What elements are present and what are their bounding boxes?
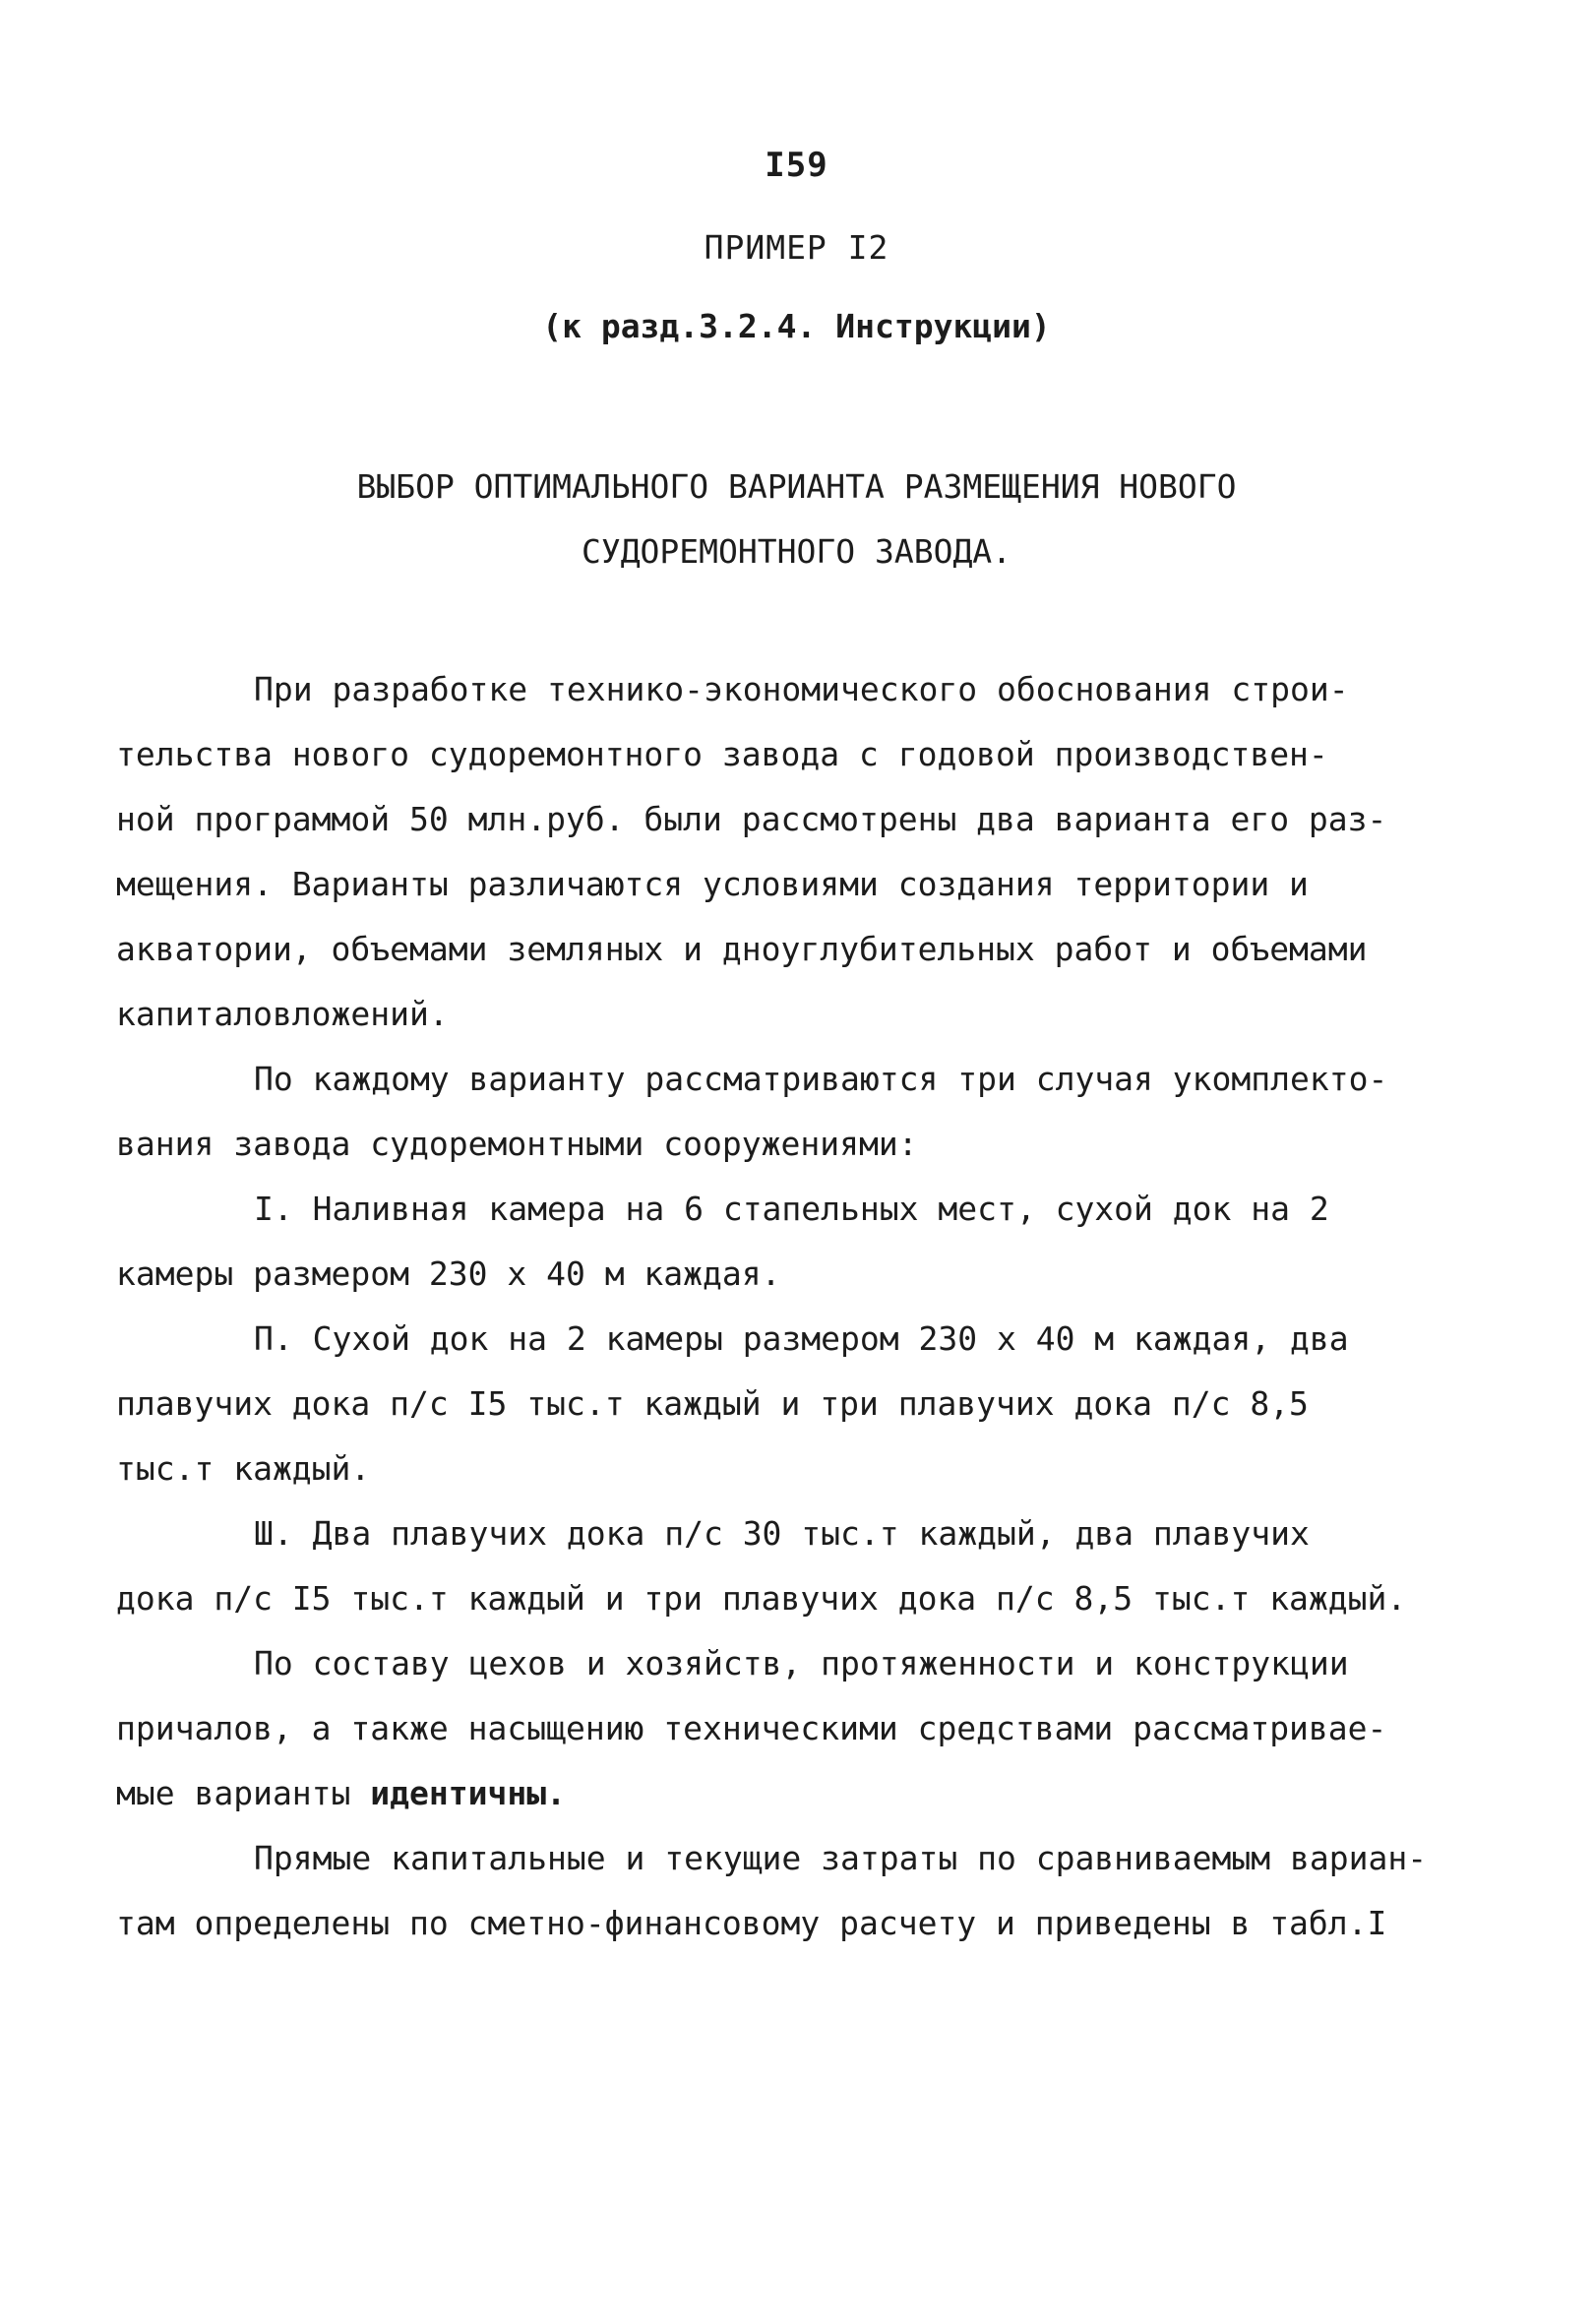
- paragraph-line: По составу цехов и хозяйств, протяженности и конструкции: [254, 1644, 1349, 1682]
- paragraph-line: мещения. Варианты различаются условиями создания территории и: [116, 865, 1309, 903]
- example-title: ПРИМЕР I2: [704, 228, 889, 267]
- body-text: [116, 657, 1484, 1956]
- paragraph-line: Прямые капитальные и текущие затраты по сравниваемым вариан-: [254, 1839, 1428, 1877]
- paragraph-line: По каждому варианту рассматриваются три случая укомплекто-: [254, 1060, 1388, 1098]
- paragraph-line: ной программой 50 млн.руб. были рассмотрены два варианта его раз-: [116, 800, 1387, 838]
- document-title-line: СУДОРЕМОНТНОГО ЗАВОДА.: [581, 532, 1012, 571]
- case-line: Ш. Два плавучих дока п/с 30 тыс.т каждый, два плавучих: [254, 1514, 1310, 1553]
- case-line: П. Сухой док на 2 камеры размером 230 х 40 м каждая, два: [254, 1319, 1349, 1358]
- page-number: I59: [765, 146, 828, 185]
- document-title: [0, 455, 1593, 584]
- paragraph-line: причалов, а также насыщению техническими средствами рассматривае-: [116, 1709, 1387, 1747]
- document-title-line: ВЫБОР ОПТИМАЛЬНОГО ВАРИАНТА РАЗМЕЩЕНИЯ НОВОГО: [356, 467, 1237, 506]
- case-line: дока п/с I5 тыс.т каждый и три плавучих дока п/с 8,5 тыс.т каждый.: [116, 1579, 1407, 1618]
- paragraph-text: мые варианты: [116, 1774, 371, 1812]
- case-line: I. Наливная камера на 6 стапельных мест, сухой док на 2: [254, 1190, 1329, 1228]
- case-line: плавучих дока п/с I5 тыс.т каждый и три плавучих дока п/с 8,5: [116, 1384, 1309, 1423]
- paragraph-line: вания завода судоремонтными сооружениями:: [116, 1125, 918, 1163]
- section-reference: (к разд.3.2.4. Инструкции): [542, 307, 1051, 345]
- paragraph-line: При разработке технико-экономического обоснования строи-: [254, 670, 1349, 708]
- paragraph-line: там определены по сметно-финансовому расчету и приведены в табл.I: [116, 1904, 1387, 1942]
- case-line: тыс.т каждый.: [116, 1449, 371, 1488]
- paragraph-line: акватории, объемами земляных и дноуглубительных работ и объемами: [116, 930, 1368, 968]
- paragraph-line: [116, 1761, 1484, 1826]
- emphasis-text: идентичны.: [370, 1774, 566, 1812]
- paragraph-line: тельства нового судоремонтного завода с годовой производствен-: [116, 735, 1328, 773]
- case-line: камеры размером 230 х 40 м каждая.: [116, 1254, 781, 1293]
- paragraph-line: капиталовложений.: [116, 995, 449, 1033]
